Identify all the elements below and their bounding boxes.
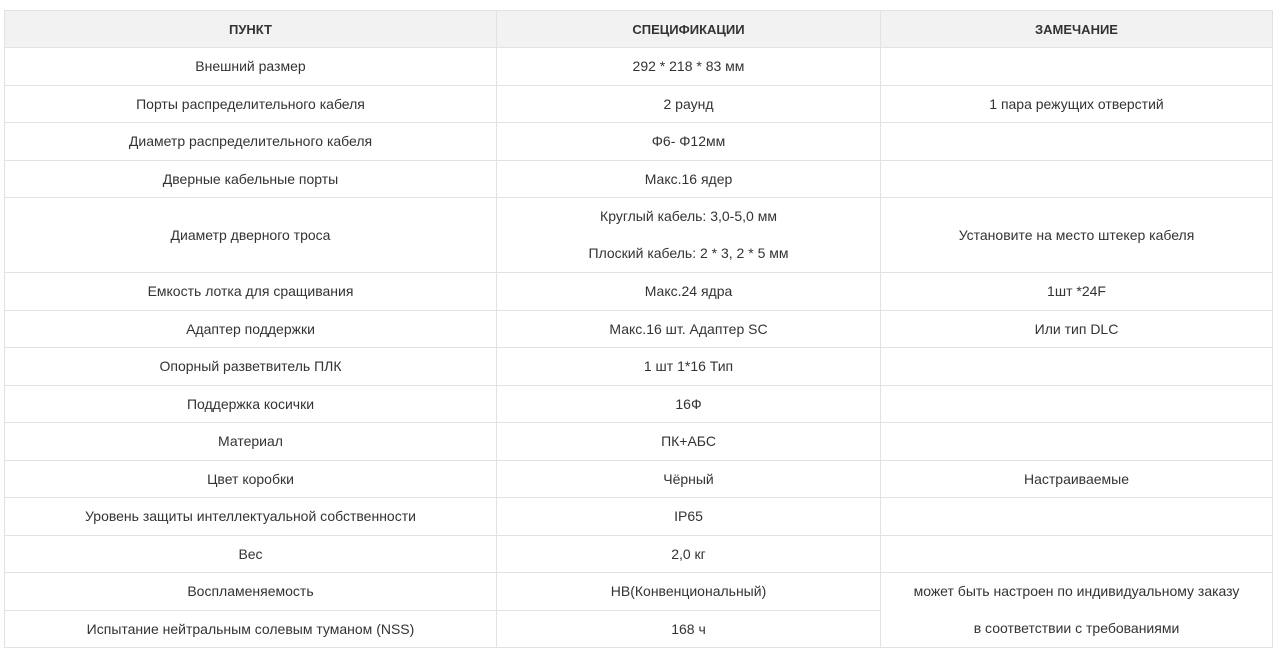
cell-note — [881, 423, 1273, 461]
cell-spec: Чёрный — [497, 460, 881, 498]
cell-item: Диаметр распределительного кабеля — [5, 123, 497, 161]
cell-note — [881, 385, 1273, 423]
cell-note — [881, 48, 1273, 86]
table-row — [5, 310, 1273, 348]
table-row — [5, 198, 1273, 273]
table-row — [5, 573, 1273, 611]
cell-spec — [497, 198, 881, 273]
cell-note: Или тип DLC — [881, 310, 1273, 348]
spec-line: Круглый кабель: 3,0-5,0 мм — [600, 208, 777, 224]
cell-note — [881, 535, 1273, 573]
header-note: ЗАМЕЧАНИЕ — [881, 11, 1273, 48]
cell-item: Дверные кабельные порты — [5, 160, 497, 198]
cell-item: Воспламеняемость — [5, 573, 497, 611]
cell-item: Диаметр дверного троса — [5, 198, 497, 273]
cell-note — [881, 160, 1273, 198]
header-row — [5, 11, 1273, 48]
table-row — [5, 48, 1273, 86]
cell-spec: Макс.24 ядра — [497, 273, 881, 311]
cell-spec: IP65 — [497, 498, 881, 536]
table-row — [5, 385, 1273, 423]
header-item: ПУНКТ — [5, 11, 497, 48]
cell-note — [881, 348, 1273, 386]
table-row — [5, 273, 1273, 311]
table-row — [5, 460, 1273, 498]
note-line: может быть настроен по индивидуальному заказу — [913, 583, 1240, 599]
cell-spec: 168 ч — [497, 610, 881, 648]
cell-spec: HB(Конвенциональный) — [497, 573, 881, 611]
cell-item: Материал — [5, 423, 497, 461]
note-line: в соответствии с требованиями — [973, 620, 1180, 636]
cell-item: Поддержка косички — [5, 385, 497, 423]
cell-spec: Макс.16 шт. Адаптер SC — [497, 310, 881, 348]
table-row — [5, 535, 1273, 573]
spec-line: Плоский кабель: 2 * 3, 2 * 5 мм — [588, 245, 789, 261]
table-row — [5, 160, 1273, 198]
cell-note: 1шт *24F — [881, 273, 1273, 311]
cell-note-merged — [881, 573, 1273, 648]
table-row — [5, 423, 1273, 461]
cell-note — [881, 123, 1273, 161]
cell-item: Опорный разветвитель ПЛК — [5, 348, 497, 386]
spec-table — [4, 10, 1273, 648]
cell-item: Уровень защиты интеллектуальной собственности — [5, 498, 497, 536]
table-row — [5, 498, 1273, 536]
cell-note — [881, 498, 1273, 536]
cell-note: Настраиваемые — [881, 460, 1273, 498]
table-row — [5, 348, 1273, 386]
table-row — [5, 123, 1273, 161]
cell-item: Вес — [5, 535, 497, 573]
cell-item: Испытание нейтральным солевым туманом (NSS) — [5, 610, 497, 648]
cell-spec: 2 раунд — [497, 85, 881, 123]
table-row — [5, 85, 1273, 123]
cell-spec: ПК+АБС — [497, 423, 881, 461]
cell-spec: 1 шт 1*16 Тип — [497, 348, 881, 386]
cell-spec: 2,0 кг — [497, 535, 881, 573]
header-spec: СПЕЦИФИКАЦИИ — [497, 11, 881, 48]
cell-item: Адаптер поддержки — [5, 310, 497, 348]
cell-note: Установите на место штекер кабеля — [881, 198, 1273, 273]
cell-spec: 16Ф — [497, 385, 881, 423]
cell-spec: Макс.16 ядер — [497, 160, 881, 198]
cell-spec: Φ6- Φ12мм — [497, 123, 881, 161]
cell-item: Цвет коробки — [5, 460, 497, 498]
cell-spec: 292 * 218 * 83 мм — [497, 48, 881, 86]
cell-item: Емкость лотка для сращивания — [5, 273, 497, 311]
cell-item: Внешний размер — [5, 48, 497, 86]
cell-item: Порты распределительного кабеля — [5, 85, 497, 123]
cell-note: 1 пара режущих отверстий — [881, 85, 1273, 123]
